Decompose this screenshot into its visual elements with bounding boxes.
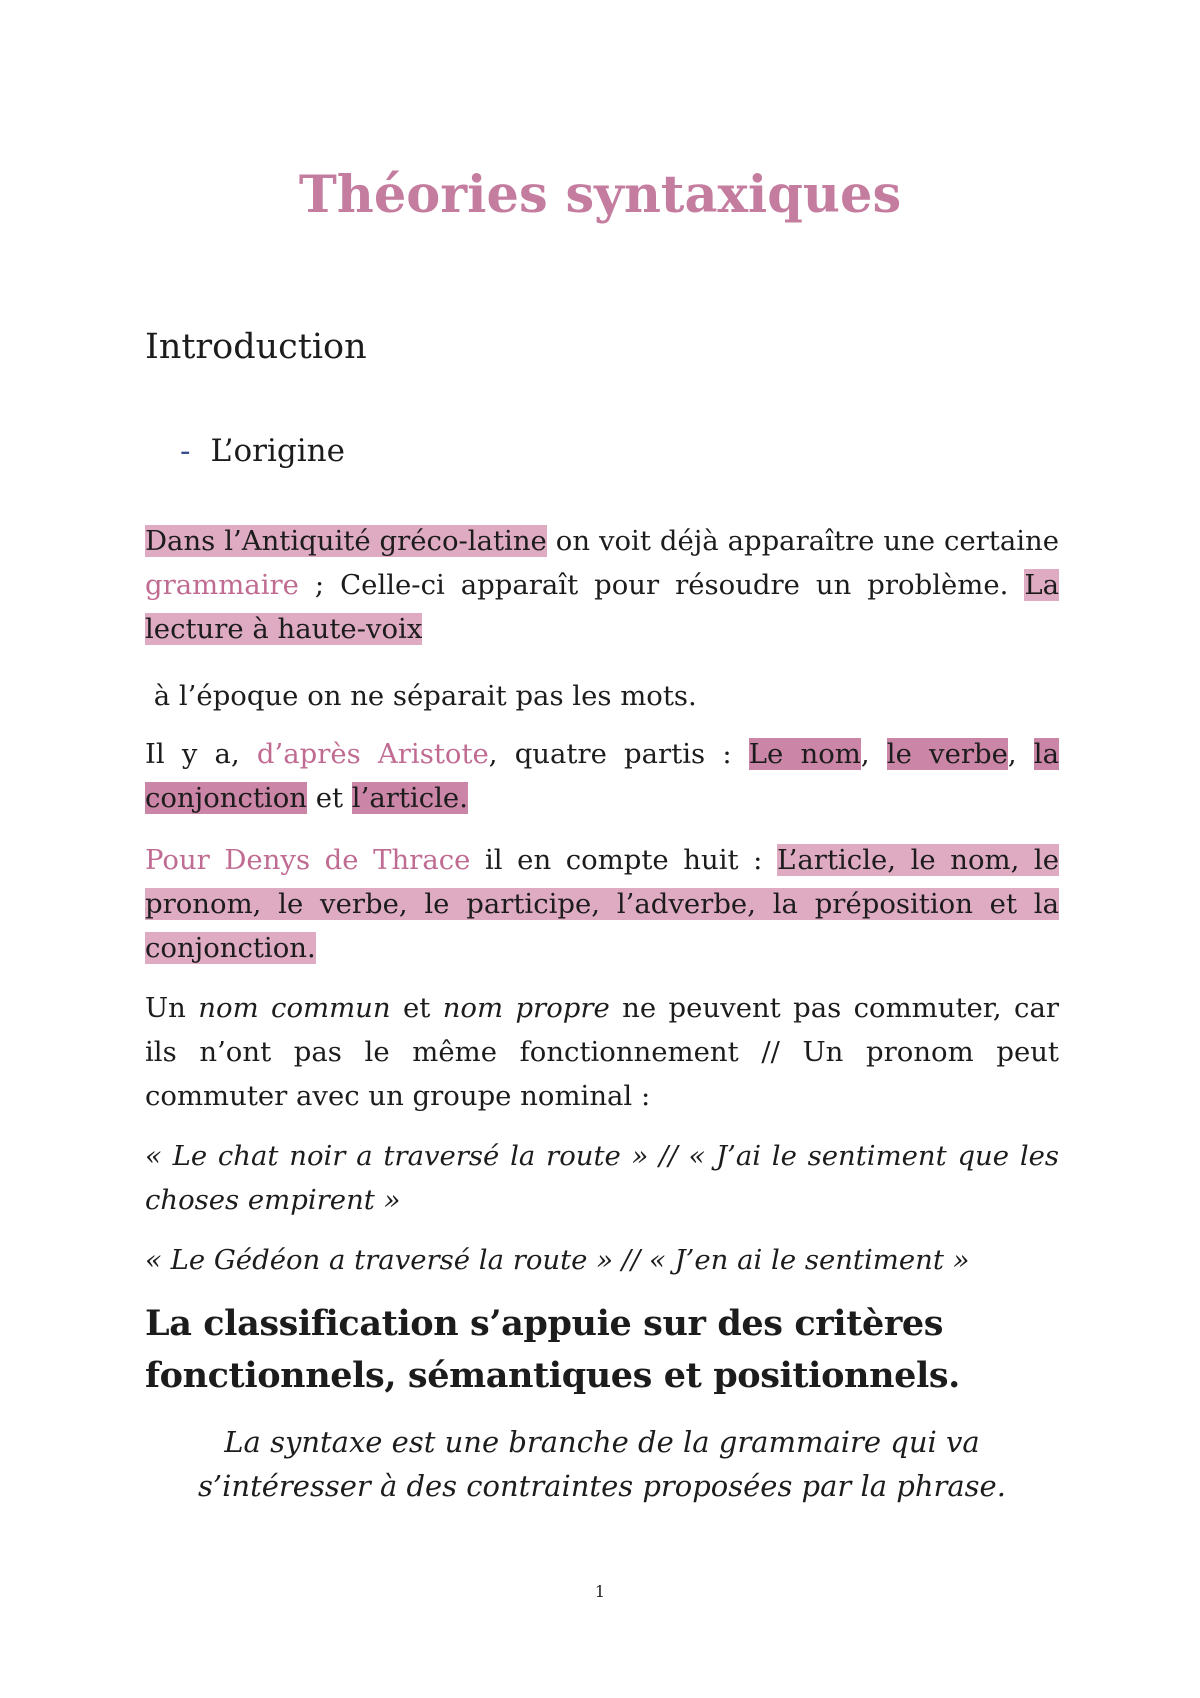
text-span: il en compte huit : [470,844,777,876]
text-span: et [306,782,352,814]
page-title: Théories syntaxiques [298,165,902,225]
highlight-lecture: La lecture à haute-voix [145,569,1059,645]
text-span: , quatre partis : [488,738,749,770]
text-span: Un [145,992,199,1024]
text-span: , [860,738,887,770]
text-span: et [390,992,443,1024]
example-quote-2: « Le Gédéon a traversé la route » // « J’en ai le sentiment » [145,1244,970,1276]
subheading [180,433,345,469]
term-nom-commun: nom commun [198,992,391,1024]
list-dash: - [180,433,191,469]
text-span: ; Celle-ci apparaît pour résoudre un problème. [298,569,1025,601]
text-span: ne peuvent pas commuter, car ils n’ont pas le même fonctionnement // Un pronom peut commuter avec un groupe nominal : [145,992,1059,1112]
text-span: , [1007,738,1034,770]
page-number: 1 [594,1582,606,1601]
section-heading: Introduction [145,327,367,367]
term-nom-propre: nom propre [442,992,610,1024]
term-aristote: d’après Aristote [256,738,489,770]
definition-syntaxe: La syntaxe est une branche de la grammaire qui va s’intéresser à des contraintes proposées par la phrase. [198,1425,1006,1503]
paragraph-denys [145,838,1059,970]
term-grammaire: grammaire [145,569,299,601]
conclusion-statement: La classification s’appuie sur des critères fonctionnels, sémantiques et positionnels. [145,1303,960,1396]
term-denys-de-thrace: Pour Denys de Thrace [145,844,471,876]
subheading-text: L’origine [210,433,345,469]
text-span: on voit déjà apparaître une certaine [546,525,1059,557]
highlight-la-conjonction: la conjonction [145,738,1059,814]
highlight-huit-parties: L’article, le nom, le pronom, le verbe, le participe, l’adverbe, la préposition et la conjonction. [145,844,1059,964]
paragraph-epoque [145,674,1059,718]
paragraph-aristote [145,732,1059,820]
example-quote-1: « Le chat noir a traversé la route » // « J’ai le sentiment que les choses empirent » [145,1140,1059,1216]
highlight-le-verbe: le verbe [886,738,1008,770]
highlight-l-article: l’article. [351,782,468,814]
highlight-le-nom: Le nom [748,738,861,770]
highlight-antiquite: Dans l’Antiquité gréco-latine [145,525,547,557]
paragraph-commuter [145,986,1059,1118]
paragraph-antiquite [145,519,1059,651]
text-span: Il y a, [145,738,257,770]
text-span: à l’époque on ne séparait pas les mots. [153,680,697,712]
